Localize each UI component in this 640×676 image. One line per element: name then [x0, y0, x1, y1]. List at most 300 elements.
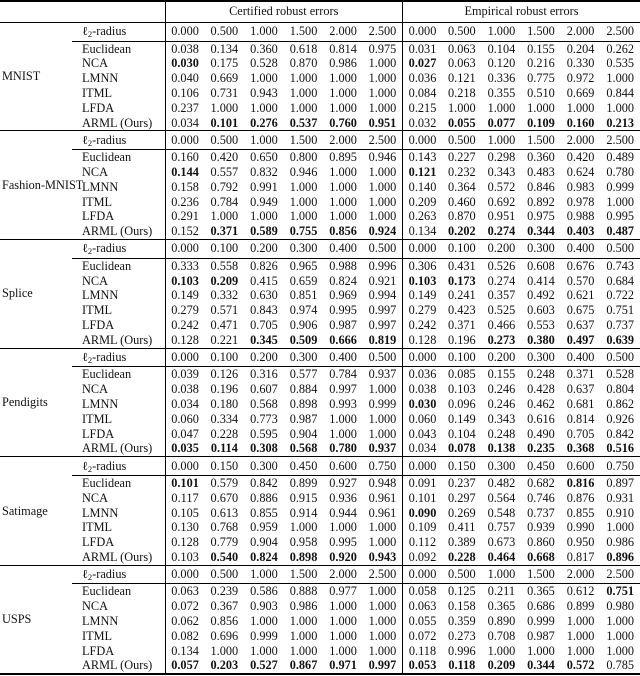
radius-value: 0.000	[402, 22, 442, 41]
method-row	[0, 614, 640, 629]
error-value: 0.951	[363, 116, 403, 131]
radius-suffix: -radius	[92, 458, 127, 473]
radius-value: 0.500	[442, 131, 482, 150]
error-value: 0.910	[606, 505, 635, 520]
error-value: 1.000	[289, 100, 318, 115]
error-value: 0.760	[323, 116, 363, 131]
radius-value: 0.750	[600, 457, 640, 476]
error-value: 0.034	[165, 397, 205, 412]
error-value: 0.462	[527, 396, 555, 411]
error-value: 0.692	[487, 194, 516, 209]
error-value: 0.053	[402, 658, 442, 674]
error-value: 0.867	[284, 658, 324, 674]
error-value: 0.613	[210, 505, 239, 520]
error-value: 0.063	[165, 584, 205, 599]
error-value: 0.669	[566, 85, 595, 100]
method-row	[0, 397, 640, 412]
error-value: 0.775	[527, 71, 555, 86]
error-value: 0.994	[368, 288, 397, 303]
radius-symbol: ℓ	[82, 132, 88, 147]
error-value: 0.826	[250, 258, 278, 273]
group-header-row	[0, 1, 640, 22]
method-row	[0, 288, 640, 303]
error-value: 0.855	[250, 505, 278, 520]
error-value: 0.118	[442, 658, 482, 674]
error-value: 0.921	[368, 273, 397, 288]
error-value: 0.904	[250, 535, 278, 550]
error-value: 0.236	[165, 195, 205, 210]
error-value: 0.134	[210, 41, 239, 56]
error-value: 0.228	[210, 426, 239, 441]
error-value: 0.659	[289, 273, 318, 288]
error-value: 0.120	[487, 56, 516, 71]
method-name: ITML	[82, 520, 113, 535]
error-value: 0.117	[165, 491, 205, 506]
error-value: 0.160	[165, 150, 205, 165]
error-value: 1.000	[289, 209, 318, 224]
error-value: 1.000	[368, 56, 397, 71]
radius-value: 2.000	[561, 131, 601, 150]
error-value: 0.746	[527, 490, 555, 505]
dataset-label: Satimage	[0, 457, 72, 566]
method-name: LMNN	[82, 179, 119, 194]
error-value: 0.862	[606, 396, 635, 411]
error-value: 0.986	[289, 599, 318, 614]
error-value: 0.988	[566, 209, 595, 224]
error-value: 1.000	[368, 209, 397, 224]
error-value: 0.978	[566, 194, 595, 209]
error-value: 0.043	[402, 427, 442, 442]
error-value: 0.924	[363, 224, 403, 239]
error-value: 0.091	[402, 475, 442, 490]
error-value: 0.974	[289, 303, 318, 318]
error-value: 0.428	[527, 382, 555, 397]
error-value: 0.571	[210, 303, 239, 318]
error-value: 0.175	[210, 56, 239, 71]
error-value: 0.920	[323, 550, 363, 565]
error-value: 0.988	[329, 258, 357, 273]
error-value: 0.140	[402, 180, 442, 195]
error-value: 0.371	[205, 224, 245, 239]
error-value: 0.134	[402, 224, 442, 239]
method-name: ARML (Ours)	[72, 550, 165, 565]
error-value: 0.904	[289, 426, 318, 441]
error-value: 0.682	[527, 475, 555, 490]
error-value: 0.572	[561, 658, 601, 674]
error-value: 0.997	[368, 317, 397, 332]
error-value: 0.824	[244, 550, 284, 565]
method-row	[0, 209, 640, 224]
radius-value: 0.500	[363, 348, 403, 367]
radius-value: 1.000	[482, 565, 522, 584]
error-value: 0.903	[250, 599, 278, 614]
error-value: 0.832	[250, 164, 278, 179]
error-value: 0.621	[566, 288, 595, 303]
error-value: 0.371	[448, 317, 476, 332]
error-value: 0.999	[527, 614, 555, 629]
error-value: 0.540	[205, 550, 245, 565]
error-value: 0.526	[487, 258, 516, 273]
error-value: 0.792	[210, 179, 239, 194]
error-value: 0.946	[368, 150, 397, 165]
error-value: 0.273	[482, 333, 522, 348]
error-value: 0.152	[165, 224, 205, 239]
error-value: 0.306	[402, 258, 442, 273]
error-value: 0.062	[165, 614, 205, 629]
error-value: 0.344	[521, 224, 561, 239]
radius-label	[72, 239, 165, 258]
error-value: 0.618	[289, 41, 318, 56]
error-value: 0.856	[210, 614, 239, 629]
radius-value: 2.000	[561, 22, 601, 41]
error-value: 0.138	[482, 441, 522, 456]
radius-value: 1.500	[284, 565, 324, 584]
radius-value: 0.450	[521, 457, 561, 476]
error-value: 0.380	[521, 333, 561, 348]
error-value: 1.000	[606, 194, 635, 209]
error-value: 0.034	[165, 116, 205, 131]
header-corner-cell	[0, 1, 165, 22]
error-value: 0.279	[402, 303, 442, 318]
method-name: ITML	[82, 194, 113, 209]
radius-value: 0.500	[205, 565, 245, 584]
radius-value: 0.300	[521, 348, 561, 367]
error-value: 1.000	[289, 643, 318, 658]
error-value: 1.000	[329, 194, 357, 209]
error-value: 0.870	[289, 56, 318, 71]
method-name: ARML (Ours)	[72, 333, 165, 348]
radius-value: 1.000	[244, 565, 284, 584]
method-name: ITML	[82, 628, 113, 643]
error-value: 0.121	[402, 165, 442, 180]
dataset-label: USPS	[0, 565, 72, 674]
error-value: 0.158	[165, 180, 205, 195]
error-value: 0.965	[289, 258, 318, 273]
radius-value: 0.400	[561, 348, 601, 367]
error-value: 1.000	[368, 614, 397, 629]
error-value: 0.464	[482, 550, 522, 565]
error-value: 0.355	[487, 85, 516, 100]
error-value: 0.886	[250, 490, 278, 505]
radius-value: 0.500	[442, 565, 482, 584]
error-value: 0.196	[442, 333, 482, 348]
error-value: 0.528	[606, 367, 635, 382]
error-value: 0.996	[368, 258, 397, 273]
error-value: 1.000	[606, 614, 635, 629]
error-value: 0.248	[527, 367, 555, 382]
error-value: 0.675	[566, 303, 595, 318]
error-value: 0.103	[165, 274, 205, 289]
error-value: 0.997	[363, 658, 403, 674]
method-row	[0, 584, 640, 599]
error-value: 0.612	[566, 584, 595, 599]
radius-value: 0.200	[482, 348, 522, 367]
error-value: 0.899	[289, 475, 318, 490]
radius-value: 0.750	[363, 457, 403, 476]
error-value: 0.334	[210, 411, 239, 426]
error-value: 0.262	[606, 41, 635, 56]
radius-symbol: ℓ	[82, 241, 88, 256]
error-value: 0.977	[329, 584, 357, 599]
method-row	[0, 658, 640, 674]
radius-value: 0.300	[284, 239, 324, 258]
error-value: 1.000	[368, 535, 397, 550]
error-value: 0.987	[329, 317, 357, 332]
error-value: 0.987	[289, 411, 318, 426]
error-value: 0.241	[448, 288, 476, 303]
error-value: 0.047	[165, 427, 205, 442]
dataset-label: MNIST	[0, 22, 72, 131]
error-value: 0.490	[527, 426, 555, 441]
error-value: 0.232	[448, 164, 476, 179]
error-value: 0.273	[448, 628, 476, 643]
error-value: 0.630	[250, 288, 278, 303]
radius-value: 0.000	[165, 565, 205, 584]
error-value: 1.000	[329, 100, 357, 115]
error-value: 0.898	[289, 396, 318, 411]
error-value: 0.332	[210, 288, 239, 303]
error-value: 0.130	[165, 520, 205, 535]
error-value: 0.063	[402, 599, 442, 614]
error-value: 0.899	[566, 599, 595, 614]
radius-value: 0.400	[323, 348, 363, 367]
error-value: 0.668	[521, 550, 561, 565]
method-row	[0, 367, 640, 382]
error-value: 0.365	[527, 584, 555, 599]
error-value: 0.785	[600, 658, 640, 674]
error-value: 0.997	[329, 382, 357, 397]
error-value: 1.000	[250, 100, 278, 115]
method-name: LFDA	[82, 209, 115, 224]
radius-subscript: 2	[87, 463, 93, 474]
error-value: 0.860	[527, 535, 555, 550]
radius-value: 1.000	[244, 131, 284, 150]
error-value: 0.586	[250, 584, 278, 599]
error-value: 0.237	[448, 475, 476, 490]
radius-value: 0.600	[561, 457, 601, 476]
error-value: 1.000	[289, 71, 318, 86]
radius-symbol: ℓ	[82, 350, 88, 365]
radius-label	[72, 348, 165, 367]
error-value: 0.856	[323, 224, 363, 239]
radius-value: 0.400	[323, 239, 363, 258]
error-value: 0.558	[210, 258, 239, 273]
error-value: 0.888	[289, 584, 318, 599]
error-value: 0.060	[165, 412, 205, 427]
error-value: 0.743	[606, 258, 635, 273]
method-name: LFDA	[82, 535, 115, 550]
error-value: 0.896	[600, 550, 640, 565]
error-value: 0.755	[284, 224, 324, 239]
method-name: LMNN	[82, 505, 119, 520]
error-value: 0.779	[210, 535, 239, 550]
error-value: 0.215	[402, 101, 442, 116]
error-value: 0.423	[448, 303, 476, 318]
error-value: 0.510	[527, 85, 555, 100]
error-value: 1.000	[368, 179, 397, 194]
radius-value: 1.500	[284, 131, 324, 150]
error-value: 0.333	[165, 258, 205, 273]
error-value: 0.983	[566, 179, 595, 194]
method-row	[0, 535, 640, 550]
error-value: 0.525	[487, 303, 516, 318]
error-value: 0.936	[329, 490, 357, 505]
error-value: 0.415	[250, 273, 278, 288]
error-value: 0.487	[600, 224, 640, 239]
error-value: 0.101	[402, 491, 442, 506]
error-value: 0.616	[527, 411, 555, 426]
error-value: 0.804	[606, 382, 635, 397]
error-value: 0.242	[402, 318, 442, 333]
error-value: 0.624	[566, 164, 595, 179]
error-value: 0.128	[165, 333, 205, 348]
error-value: 0.104	[487, 41, 516, 56]
error-value: 0.915	[289, 490, 318, 505]
radius-label	[72, 22, 165, 41]
radius-value: 2.000	[323, 22, 363, 41]
error-value: 0.579	[210, 475, 239, 490]
error-value: 0.063	[448, 56, 476, 71]
error-value: 0.060	[402, 412, 442, 427]
error-value: 1.000	[210, 643, 239, 658]
error-value: 0.246	[487, 396, 516, 411]
method-name: LMNN	[82, 396, 119, 411]
error-value: 0.990	[566, 520, 595, 535]
error-value: 0.202	[442, 224, 482, 239]
radius-suffix: -radius	[92, 350, 127, 365]
error-value: 0.975	[527, 209, 555, 224]
error-value: 0.855	[566, 505, 595, 520]
error-value: 0.460	[448, 194, 476, 209]
error-value: 1.000	[606, 643, 635, 658]
error-value: 0.999	[606, 179, 635, 194]
error-value: 0.297	[448, 490, 476, 505]
method-name: NCA	[82, 56, 108, 71]
error-value: 0.221	[205, 333, 245, 348]
error-value: 0.969	[329, 288, 357, 303]
error-value: 0.708	[487, 628, 516, 643]
radius-value: 1.000	[482, 131, 522, 150]
error-value: 0.242	[165, 318, 205, 333]
error-value: 0.949	[250, 194, 278, 209]
error-value: 0.211	[487, 584, 516, 599]
radius-value: 0.000	[165, 348, 205, 367]
radius-value: 2.500	[600, 565, 640, 584]
error-value: 1.000	[368, 194, 397, 209]
method-row	[0, 150, 640, 165]
error-value: 0.357	[487, 288, 516, 303]
error-value: 0.800	[289, 150, 318, 165]
method-row	[0, 644, 640, 659]
error-value: 0.705	[250, 317, 278, 332]
method-name: LMNN	[82, 614, 119, 629]
error-value: 1.000	[368, 628, 397, 643]
radius-suffix: -radius	[92, 241, 127, 256]
radius-value: 2.000	[561, 565, 601, 584]
dataset-label: Pendigits	[0, 348, 72, 457]
method-name: NCA	[82, 273, 108, 288]
error-value: 0.528	[250, 56, 278, 71]
error-value: 0.216	[527, 56, 555, 71]
method-row	[0, 180, 640, 195]
error-value: 0.155	[487, 367, 516, 382]
error-value: 0.149	[448, 411, 476, 426]
error-value: 1.000	[289, 520, 318, 535]
error-value: 0.298	[487, 150, 516, 165]
error-value: 0.239	[210, 584, 239, 599]
radius-value: 0.500	[205, 131, 245, 150]
error-value: 1.000	[566, 628, 595, 643]
error-value: 0.389	[448, 535, 476, 550]
radius-subscript: 2	[87, 355, 93, 366]
error-value: 0.149	[402, 288, 442, 303]
error-value: 0.090	[402, 506, 442, 521]
error-value: 0.078	[442, 441, 482, 456]
error-value: 0.844	[606, 85, 635, 100]
error-value: 0.109	[521, 116, 561, 131]
error-value: 0.650	[250, 150, 278, 165]
error-value: 0.876	[566, 490, 595, 505]
method-row	[0, 41, 640, 56]
error-value: 0.814	[566, 411, 595, 426]
error-value: 0.944	[329, 505, 357, 520]
error-value: 0.128	[165, 535, 205, 550]
error-value: 1.000	[329, 71, 357, 86]
error-value: 0.670	[210, 490, 239, 505]
radius-value: 0.500	[442, 22, 482, 41]
error-value: 0.367	[210, 599, 239, 614]
error-value: 0.274	[482, 224, 522, 239]
error-value: 0.987	[527, 628, 555, 643]
error-value: 0.995	[329, 303, 357, 318]
error-value: 0.568	[250, 396, 278, 411]
radius-value: 2.000	[323, 565, 363, 584]
error-value: 0.666	[323, 333, 363, 348]
error-value: 0.118	[402, 644, 442, 659]
error-value: 0.072	[402, 629, 442, 644]
error-value: 1.000	[606, 100, 635, 115]
radius-label	[72, 565, 165, 584]
method-name: ARML (Ours)	[72, 658, 165, 674]
error-value: 0.082	[165, 629, 205, 644]
error-value: 1.000	[487, 100, 516, 115]
error-value: 0.537	[284, 116, 324, 131]
radius-value: 1.500	[521, 565, 561, 584]
error-value: 0.055	[442, 116, 482, 131]
error-value: 0.986	[606, 535, 635, 550]
error-value: 0.870	[448, 209, 476, 224]
error-value: 0.824	[329, 273, 357, 288]
error-value: 1.000	[210, 100, 239, 115]
error-value: 1.000	[250, 614, 278, 629]
error-value: 1.000	[250, 71, 278, 86]
error-value: 0.751	[606, 303, 635, 318]
error-value: 0.038	[165, 41, 205, 56]
radius-value: 0.000	[402, 457, 442, 476]
radius-value: 0.300	[482, 457, 522, 476]
error-value: 0.851	[289, 288, 318, 303]
method-row	[0, 56, 640, 71]
error-value: 0.345	[244, 333, 284, 348]
error-value: 0.039	[165, 367, 205, 382]
error-value: 0.040	[165, 71, 205, 86]
error-value: 0.173	[448, 273, 476, 288]
method-row	[0, 224, 640, 239]
method-row	[0, 71, 640, 86]
error-value: 0.943	[363, 550, 403, 565]
error-value: 0.158	[448, 599, 476, 614]
error-value: 0.489	[606, 150, 635, 165]
